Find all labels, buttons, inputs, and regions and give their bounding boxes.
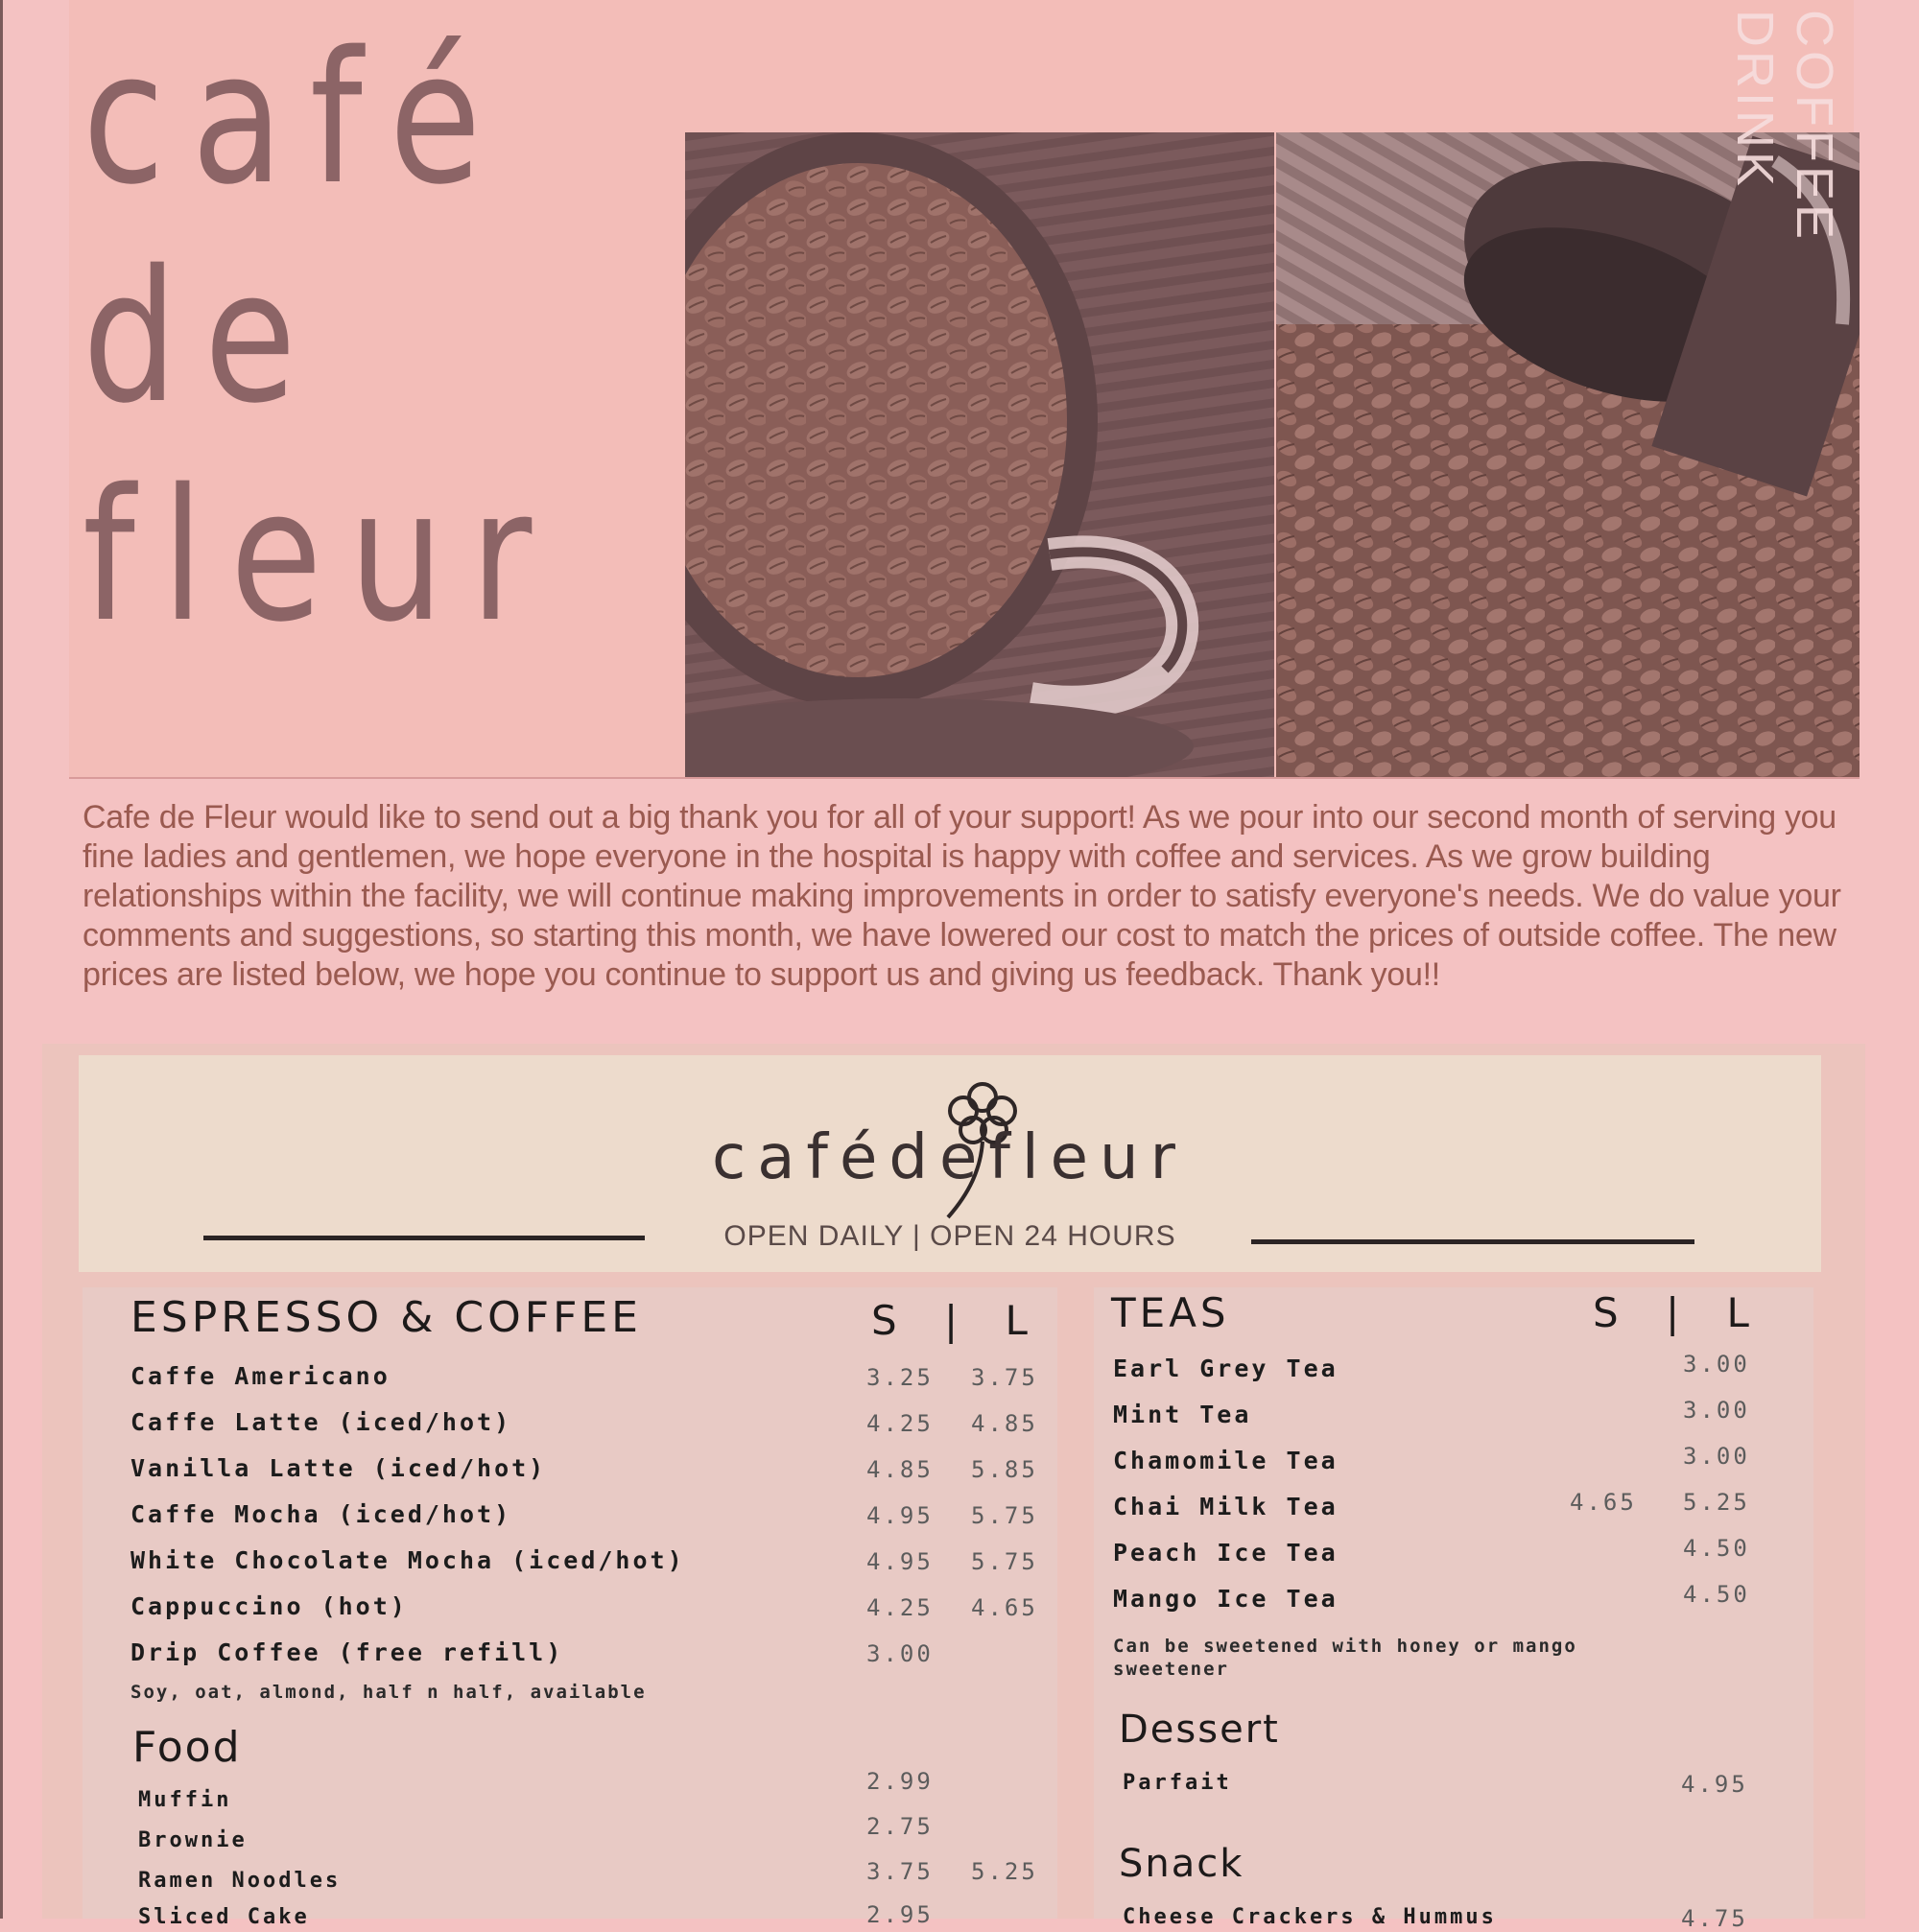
coffee-cup-photo xyxy=(685,132,1274,777)
price-large: 3.00 xyxy=(1683,1397,1750,1424)
price-large: 3.00 xyxy=(1683,1351,1750,1378)
menu-logo-text: cafédefleur xyxy=(712,1122,1187,1193)
item-name: Caffe Latte (iced/hot) xyxy=(130,1408,512,1436)
teas-size-header: S | L xyxy=(1593,1289,1766,1336)
item-name: Cheese Crackers & Hummus xyxy=(1123,1905,1497,1929)
item-name: Caffe Mocha (iced/hot) xyxy=(130,1500,512,1528)
price-large: 5.25 xyxy=(1683,1489,1750,1516)
price-large: 4.50 xyxy=(1683,1581,1750,1608)
brand-title-line-1: café xyxy=(83,12,509,224)
price-small: 4.85 xyxy=(866,1456,934,1483)
price-large: 4.95 xyxy=(1681,1771,1748,1798)
food-section-title: Food xyxy=(132,1723,242,1772)
price-small: 3.00 xyxy=(866,1640,934,1667)
item-name: Muffin xyxy=(138,1788,232,1812)
dessert-section-title: Dessert xyxy=(1119,1708,1280,1752)
price-large: 4.50 xyxy=(1683,1535,1750,1562)
brand-title-line-3: fleur xyxy=(83,450,559,662)
price-large: 5.85 xyxy=(971,1456,1038,1483)
spilled-beans-photo xyxy=(1276,132,1860,777)
milk-options-note: Soy, oat, almond, half n half, available xyxy=(130,1682,647,1703)
intro-paragraph: Cafe de Fleur would like to send out a big thank you for all of your support! As we pour into our second month of serving you fine ladies and gentlemen, we hope everyone in the hospital is happy with coffee and services. As we grow building relationships within the facility, we will continue making improvements in order to satisfy everyone's needs. We do value your comments and suggestions, so starting this month, we have lowered our cost to match the prices of outside coffee. The new prices are listed below, we hope you continue to support us and giving us feedback. Thank you!! xyxy=(83,799,1841,993)
item-name: Caffe Americano xyxy=(130,1362,391,1390)
price-large: 5.75 xyxy=(971,1548,1038,1575)
item-name: Parfait xyxy=(1123,1771,1232,1795)
vertical-caption: COFFEE DRINK xyxy=(1726,10,1843,244)
price-large: 3.75 xyxy=(971,1364,1038,1391)
teas-section-title: TEAS xyxy=(1111,1289,1230,1336)
price-large: 5.75 xyxy=(971,1502,1038,1529)
coffee-cup-illustration xyxy=(685,132,1274,777)
price-small: 2.95 xyxy=(866,1901,934,1928)
item-name: Chai Milk Tea xyxy=(1113,1493,1339,1520)
brand-title xyxy=(83,10,559,666)
price-small: 2.99 xyxy=(866,1768,934,1795)
item-name: Sliced Cake xyxy=(138,1905,310,1929)
price-small: 2.75 xyxy=(866,1813,934,1840)
price-small: 4.95 xyxy=(866,1502,934,1529)
item-name: Brownie xyxy=(138,1828,248,1852)
item-name: Chamomile Tea xyxy=(1113,1447,1339,1474)
item-name: Vanilla Latte (iced/hot) xyxy=(130,1454,547,1482)
price-large: 5.25 xyxy=(971,1858,1038,1885)
price-small: 4.65 xyxy=(1570,1489,1637,1516)
header-rule-right xyxy=(1251,1239,1694,1244)
brand-title-line-2: de xyxy=(83,231,323,443)
item-name: Earl Grey Tea xyxy=(1113,1355,1339,1382)
snack-section-title: Snack xyxy=(1119,1842,1244,1886)
price-large: 3.00 xyxy=(1683,1443,1750,1470)
espresso-size-header: S | L xyxy=(871,1297,1045,1344)
item-name: Cappuccino (hot) xyxy=(130,1592,408,1620)
opening-hours: OPEN DAILY | OPEN 24 HOURS xyxy=(723,1220,1176,1252)
sweetener-note: Can be sweetened with honey or mango sweetener xyxy=(1113,1636,1577,1680)
item-name: Peach Ice Tea xyxy=(1113,1539,1339,1567)
item-name: Mint Tea xyxy=(1113,1401,1252,1428)
header-rule-left xyxy=(203,1236,645,1240)
hero-divider xyxy=(69,777,1860,779)
price-small: 4.95 xyxy=(866,1548,934,1575)
item-name: Drip Coffee (free refill) xyxy=(130,1638,564,1666)
price-small: 4.25 xyxy=(866,1594,934,1621)
item-name: Mango Ice Tea xyxy=(1113,1585,1339,1613)
price-small: 3.25 xyxy=(866,1364,934,1391)
spilled-beans-illustration xyxy=(1276,132,1860,777)
price-small: 3.75 xyxy=(866,1858,934,1885)
item-name: White Chocolate Mocha (iced/hot) xyxy=(130,1546,685,1574)
espresso-section-title: ESPRESSO & COFFEE xyxy=(130,1293,642,1342)
item-name: Ramen Noodles xyxy=(138,1869,342,1893)
price-large: 4.85 xyxy=(971,1410,1038,1437)
price-large: 4.75 xyxy=(1681,1905,1748,1932)
price-large: 4.65 xyxy=(971,1594,1038,1621)
price-small: 4.25 xyxy=(866,1410,934,1437)
